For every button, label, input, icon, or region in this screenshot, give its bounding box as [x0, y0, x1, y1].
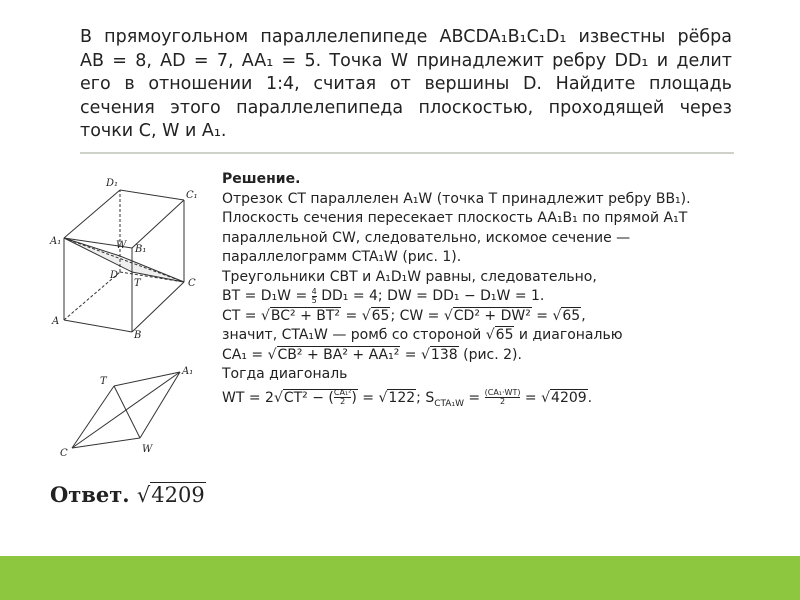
line11-radicand-a: CT² − (	[283, 389, 334, 406]
solution-line-7	[222, 307, 762, 327]
solution-line-1: Отрезок CT параллелен A₁W (точка T принадлежит ребру BB₁).	[222, 190, 691, 207]
edge-d1-c1	[120, 190, 184, 200]
line7-value-2: 65	[562, 307, 581, 324]
solution-line-10: Тогда диагональ	[222, 366, 348, 382]
line7-part-h: ,	[581, 307, 586, 324]
label-d1: D₁	[106, 178, 119, 189]
solution-line-2: Плоскость сечения пересекает плоскость AA₁B₁ по прямой A₁T	[222, 210, 688, 226]
line11-radicand	[283, 389, 358, 406]
rhombus-diagonal-t-w	[114, 386, 140, 438]
line7-radicand-2: CD² + DW²	[453, 307, 531, 324]
solution-line-4: параллелограмм CTA₁W (рис. 1).	[222, 249, 462, 265]
sqrt-sign: √	[260, 307, 270, 324]
fraction-area	[485, 389, 521, 406]
line7-part-b: =	[341, 307, 362, 324]
label-c2: C	[60, 448, 68, 459]
label-c1: C₁	[186, 190, 198, 201]
sqrt-sign: √	[552, 307, 562, 324]
line7-part-a: CT =	[222, 307, 261, 324]
problem-statement	[80, 26, 732, 144]
sqrt-sign: √	[136, 483, 151, 507]
line7-value-1: 65	[371, 307, 390, 324]
parallelepiped-figure	[48, 170, 210, 340]
label-b: B	[134, 330, 142, 340]
problem-line-5: точки C, W и A₁.	[80, 121, 227, 141]
line11-part-a: WT = 2	[222, 389, 274, 406]
sqrt-sign: √	[361, 307, 371, 324]
solution-block	[222, 170, 762, 414]
line11-value-2: 4209	[551, 389, 587, 406]
line9-radicand: CB² + BA² + AA₁²	[277, 346, 400, 363]
problem-line-2: AB = 8, AD = 7, AA₁ = 5. Точка W принадлежит ребру DD₁ и делит	[80, 50, 732, 71]
problem-line-1: В прямоугольном параллелепипеде ABCDA₁B₁C₁D₁ известны рёбра	[80, 27, 732, 47]
solution-line-9	[222, 346, 762, 366]
line6-part-a: BT = D₁W =	[222, 288, 312, 304]
edge-b-c	[132, 282, 184, 332]
line9-part-b: =	[400, 346, 421, 363]
line11-value-1: 122	[388, 389, 416, 406]
answer-label: Ответ.	[50, 482, 130, 507]
label-t2: T	[100, 376, 107, 387]
answer-value: 4209	[151, 483, 205, 507]
line7-part-d: ; CW =	[390, 307, 444, 324]
sqrt-sign: √	[541, 389, 551, 406]
solution-line-8	[222, 326, 762, 346]
rhombus-side-c-t	[72, 386, 114, 448]
rhombus-figure	[56, 362, 206, 462]
area-subscript: CTA₁W	[434, 398, 464, 409]
sqrt-sign: √	[267, 346, 277, 363]
rhombus-side-a1-w	[140, 372, 180, 438]
rhombus-side-w-c	[72, 438, 140, 448]
line8-value: 65	[495, 327, 514, 343]
line11-radicand-b: )	[351, 389, 357, 406]
sqrt-sign: √	[485, 327, 495, 343]
label-b1: B₁	[135, 244, 147, 255]
label-t: T	[134, 278, 141, 289]
separator-line	[80, 152, 734, 154]
fraction-ca1-2	[334, 389, 351, 406]
line11-part-h: .	[587, 389, 593, 406]
label-w2: W	[142, 444, 153, 455]
label-w: W	[116, 240, 127, 251]
answer	[50, 482, 206, 507]
label-a1-2: A₁	[182, 366, 194, 377]
line6-part-b: DD₁ = 4; DW = DD₁ − D₁W = 1.	[316, 288, 545, 304]
line11-part-d: ; S	[416, 389, 435, 406]
line11-part-f: =	[520, 389, 542, 406]
label-c: C	[188, 278, 196, 289]
line8-part-c: и диагональю	[514, 327, 623, 343]
line7-part-f: =	[531, 307, 553, 324]
edge-a1-d1	[64, 190, 120, 238]
line9-part-d: (рис. 2).	[458, 346, 522, 363]
sqrt-sign: √	[443, 307, 453, 324]
problem-line-4: сечения этого параллелепипеда плоскостью, проходящей через	[80, 97, 732, 118]
edge-c1-b1	[132, 200, 184, 248]
problem-line-3: его в отношении 1:4, считая от вершины D. Найдите площадь	[80, 74, 732, 94]
line7-radicand-1: BC² + BT²	[270, 307, 341, 324]
label-d: D	[110, 270, 119, 281]
fraction-denominator: 2	[340, 397, 346, 406]
edge-a-b	[64, 320, 132, 332]
sqrt-sign: √	[273, 389, 283, 406]
fraction-numerator: CA₁²	[333, 388, 352, 397]
sqrt-sign: √	[378, 389, 388, 406]
sqrt-sign: √	[421, 346, 430, 363]
line9-part-a: CA₁ =	[222, 346, 268, 363]
solution-line-6	[222, 287, 762, 307]
fraction-numerator: (CA₁·WT)	[484, 388, 521, 397]
fraction-denominator: 2	[499, 397, 506, 406]
line11-part-b: =	[357, 389, 379, 406]
solution-line-5: Треугольники CBT и A₁D₁W равны, следовательно,	[222, 268, 597, 285]
label-a1: A₁	[50, 236, 62, 247]
line9-value: 138	[430, 346, 458, 363]
fraction-numerator: 4	[311, 286, 317, 296]
solution-title: Решение.	[222, 171, 301, 187]
line8-part-a: значит, CTA₁W — ромб со стороной	[222, 327, 486, 343]
solution-line-11	[222, 389, 762, 414]
footer-bar	[0, 556, 800, 600]
label-a: A	[52, 316, 60, 327]
fraction-denominator: 5	[311, 295, 317, 305]
solution-line-3: параллельной CW, следовательно, искомое сечение —	[222, 229, 631, 246]
line11-part-e: =	[463, 389, 485, 406]
